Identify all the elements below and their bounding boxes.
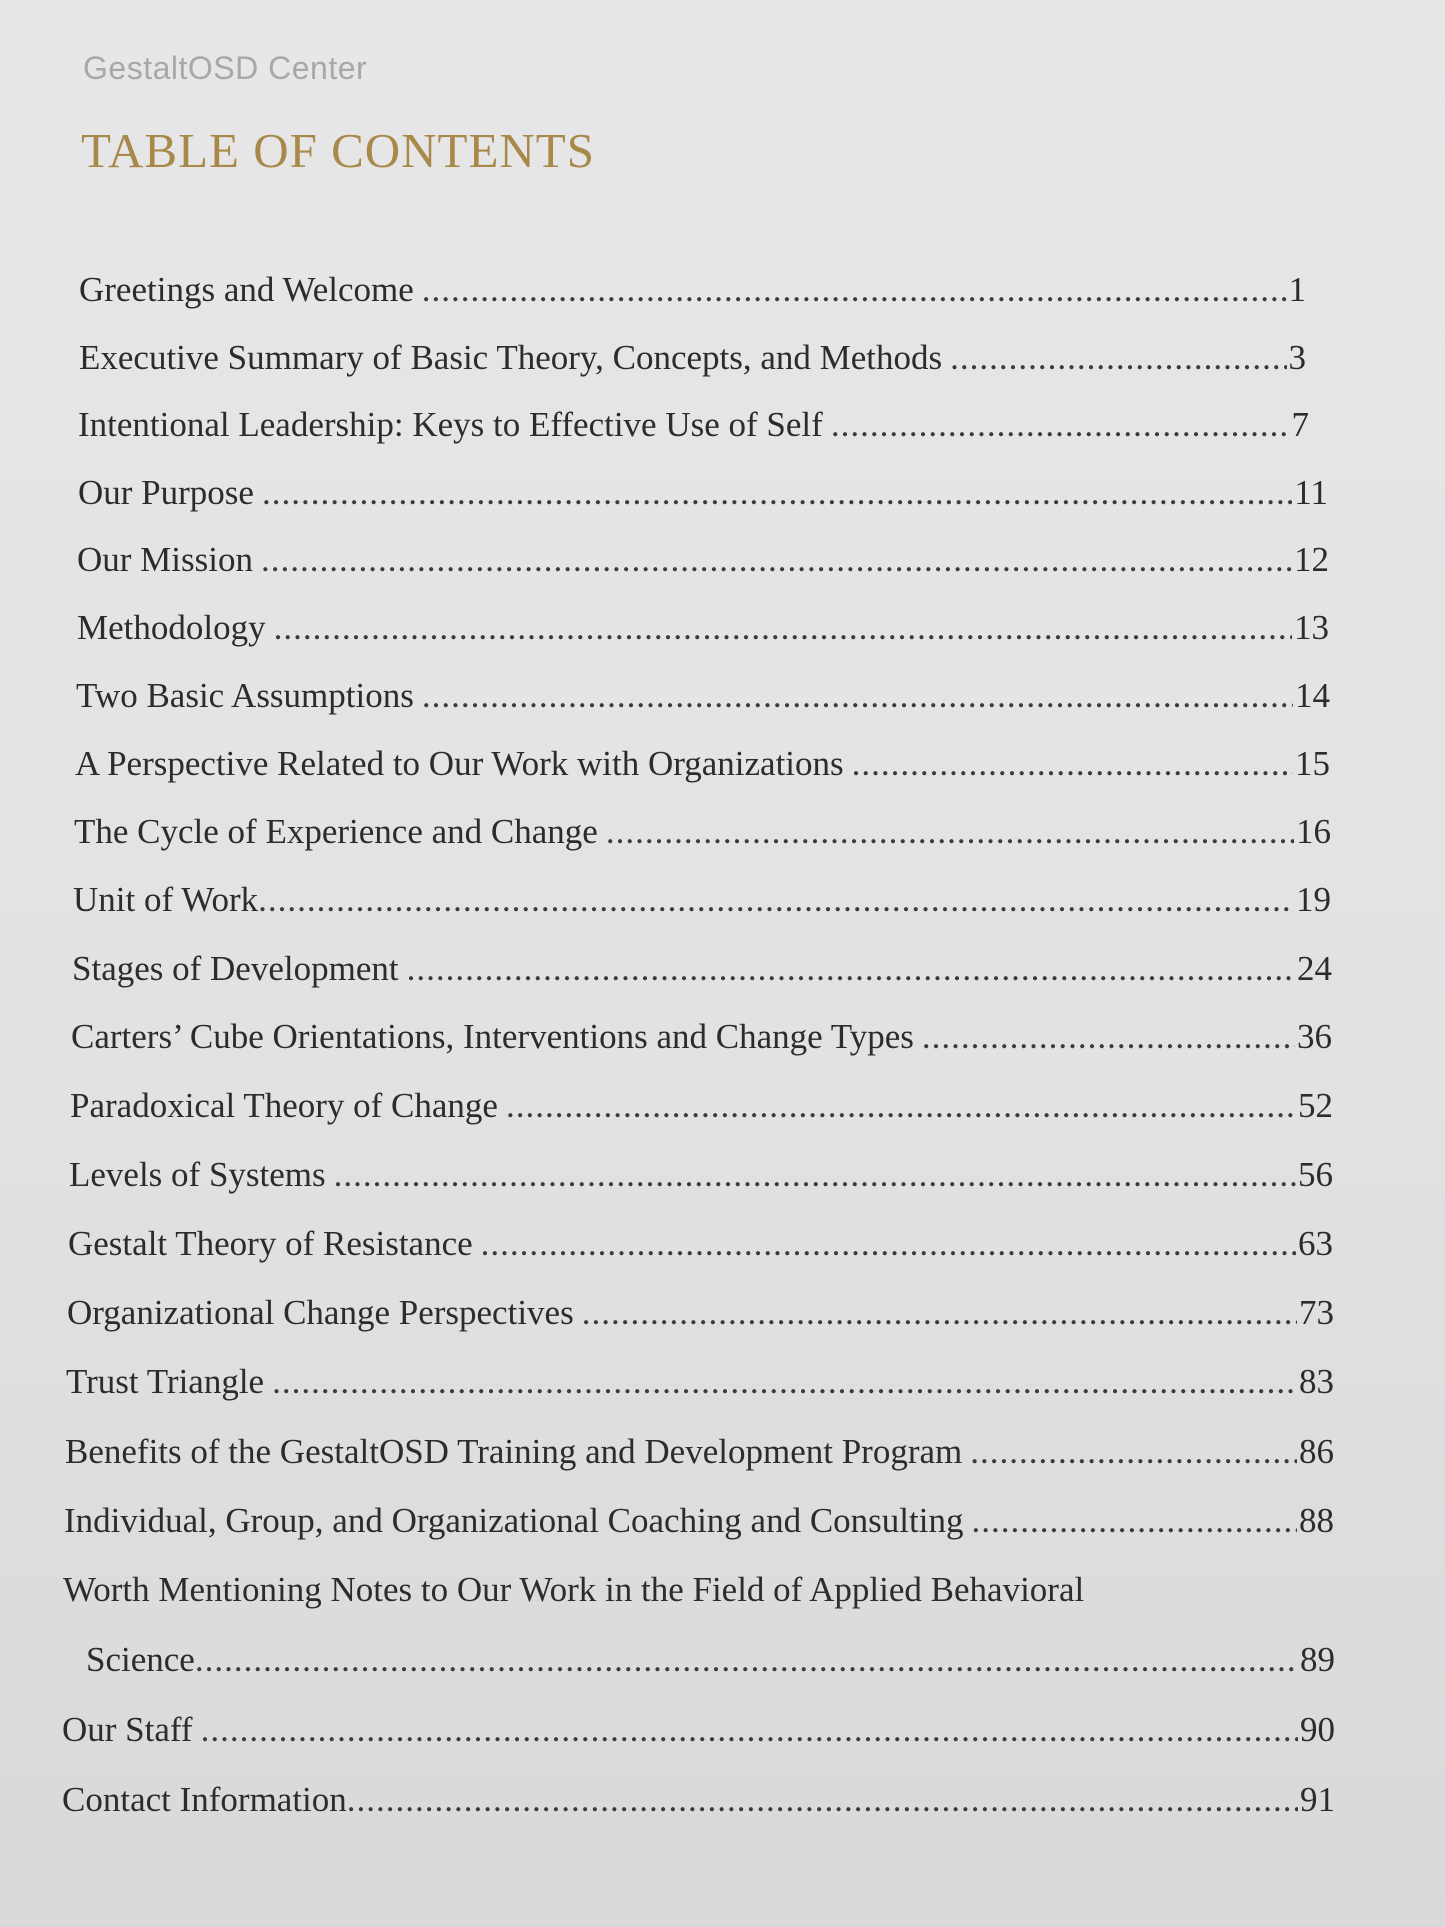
toc-leader-dots [274,604,1292,652]
toc-page-number: 3 [1288,338,1306,377]
toc-entry[interactable] [64,1497,1334,1545]
toc-leader-dots [261,536,1292,584]
toc-entry-title: Individual, Group, and Organizational Coaching and Consulting [64,1501,964,1540]
toc-entry-title: Two Basic Assumptions [76,676,414,715]
toc-entry[interactable] [62,1776,1335,1824]
toc-entry-title: Trust Triangle [66,1362,265,1401]
toc-entry-title-continued: Science [86,1640,195,1679]
toc-entry-title: Gestalt Theory of Resistance [68,1224,473,1263]
toc-page-number: 89 [1300,1640,1335,1679]
page-title: TABLE OF CONTENTS [81,123,595,178]
toc-page-number: 11 [1294,473,1328,512]
toc-entry-title: Levels of Systems [69,1155,326,1194]
toc-leader-dots [201,1706,1298,1754]
toc-entry[interactable] [76,672,1330,720]
toc-entry-title: Organizational Change Perspectives [67,1293,574,1332]
toc-entry-title: Paradoxical Theory of Change [70,1086,498,1125]
toc-entry-title: Methodology [77,608,266,647]
toc-page-number: 36 [1297,1017,1332,1056]
toc-entry[interactable] [77,604,1329,652]
toc-entry-title: Carters’ Cube Orientations, Interventions and Change Types [71,1017,914,1056]
toc-entry[interactable] [86,1636,1335,1684]
toc-leader-dots [422,672,1293,720]
toc-page-number: 56 [1298,1155,1333,1194]
toc-leader-dots [582,1289,1297,1337]
toc-page-number: 63 [1298,1224,1333,1263]
toc-leader-dots [262,469,1292,517]
toc-entry[interactable] [75,740,1330,788]
toc-entry[interactable] [71,1013,1332,1061]
toc-leader-dots [422,266,1287,314]
toc-leader-dots [407,945,1295,993]
toc-page-number: 7 [1291,405,1309,444]
toc-entry[interactable] [68,1220,1333,1268]
toc-leader-dots [950,334,1286,382]
toc-entry[interactable] [72,945,1332,993]
toc-entry[interactable] [79,266,1306,314]
toc-page-number: 15 [1295,744,1330,783]
toc-entry[interactable] [69,1151,1333,1199]
toc-leader-dots [506,1082,1296,1130]
toc-entry[interactable] [70,1082,1333,1130]
toc-entry-title: Executive Summary of Basic Theory, Concepts, and Methods [79,338,943,377]
toc-page-number: 73 [1299,1293,1334,1332]
toc-entry[interactable] [73,876,1331,924]
toc-leader-dots [272,1358,1297,1406]
toc-page-number: 83 [1299,1362,1334,1401]
toc-entry[interactable] [78,469,1328,517]
toc-page-number: 14 [1295,676,1330,715]
toc-entry-title: A Perspective Related to Our Work with Organizations [75,744,844,783]
toc-entry[interactable] [62,1706,1335,1754]
toc-page-number: 86 [1299,1432,1334,1471]
toc-entry[interactable] [78,401,1309,449]
toc-page-number: 52 [1298,1086,1333,1125]
toc-page-number: 13 [1294,608,1329,647]
toc-leader-dots [852,740,1293,788]
toc-entry-title: Our Purpose [78,473,254,512]
toc-page-number: 24 [1297,949,1332,988]
toc-entry-title: The Cycle of Experience and Change [74,812,598,851]
toc-page-number: 1 [1288,270,1306,309]
toc-entry[interactable] [74,808,1331,856]
toc-entry-title: Our Staff [62,1710,193,1749]
toc-entry-title: Unit of Work [73,880,259,919]
toc-page-number: 16 [1296,812,1331,851]
toc-page-number: 88 [1299,1501,1334,1540]
toc-page-number: 19 [1296,880,1331,919]
toc-entry-title: Greetings and Welcome [79,270,414,309]
toc-entry-title: Intentional Leadership: Keys to Effective Use of Self [78,405,823,444]
toc-page-number: 12 [1294,540,1329,579]
toc-leader-dots [831,401,1290,449]
toc-leader-dots [922,1013,1295,1061]
toc-entry-title: Benefits of the GestaltOSD Training and Development Program [65,1432,963,1471]
toc-leader-dots [971,1497,1297,1545]
toc-entry-title: Our Mission [77,540,253,579]
toc-leader-dots [195,1636,1298,1684]
toc-entry-title: Stages of Development [72,949,399,988]
toc-leader-dots [481,1220,1296,1268]
organization-header: GestaltOSD Center [83,50,368,86]
toc-leader-dots [334,1151,1296,1199]
toc-entry[interactable] [65,1428,1334,1476]
toc-entry-title-first-line[interactable]: Worth Mentioning Notes to Our Work in the Field of Applied Behavioral [63,1570,1085,1609]
toc-entry[interactable] [77,536,1329,584]
toc-leader-dots [606,808,1294,856]
toc-entry[interactable] [66,1358,1334,1406]
toc-leader-dots [970,1428,1297,1476]
toc-page-number: 90 [1300,1710,1335,1749]
toc-leader-dots [258,876,1294,924]
toc-entry-title: Contact Information [62,1780,347,1819]
toc-page-number: 91 [1300,1780,1335,1819]
toc-entry[interactable] [79,334,1306,382]
toc-entry[interactable] [67,1289,1334,1337]
toc-leader-dots [347,1776,1298,1824]
